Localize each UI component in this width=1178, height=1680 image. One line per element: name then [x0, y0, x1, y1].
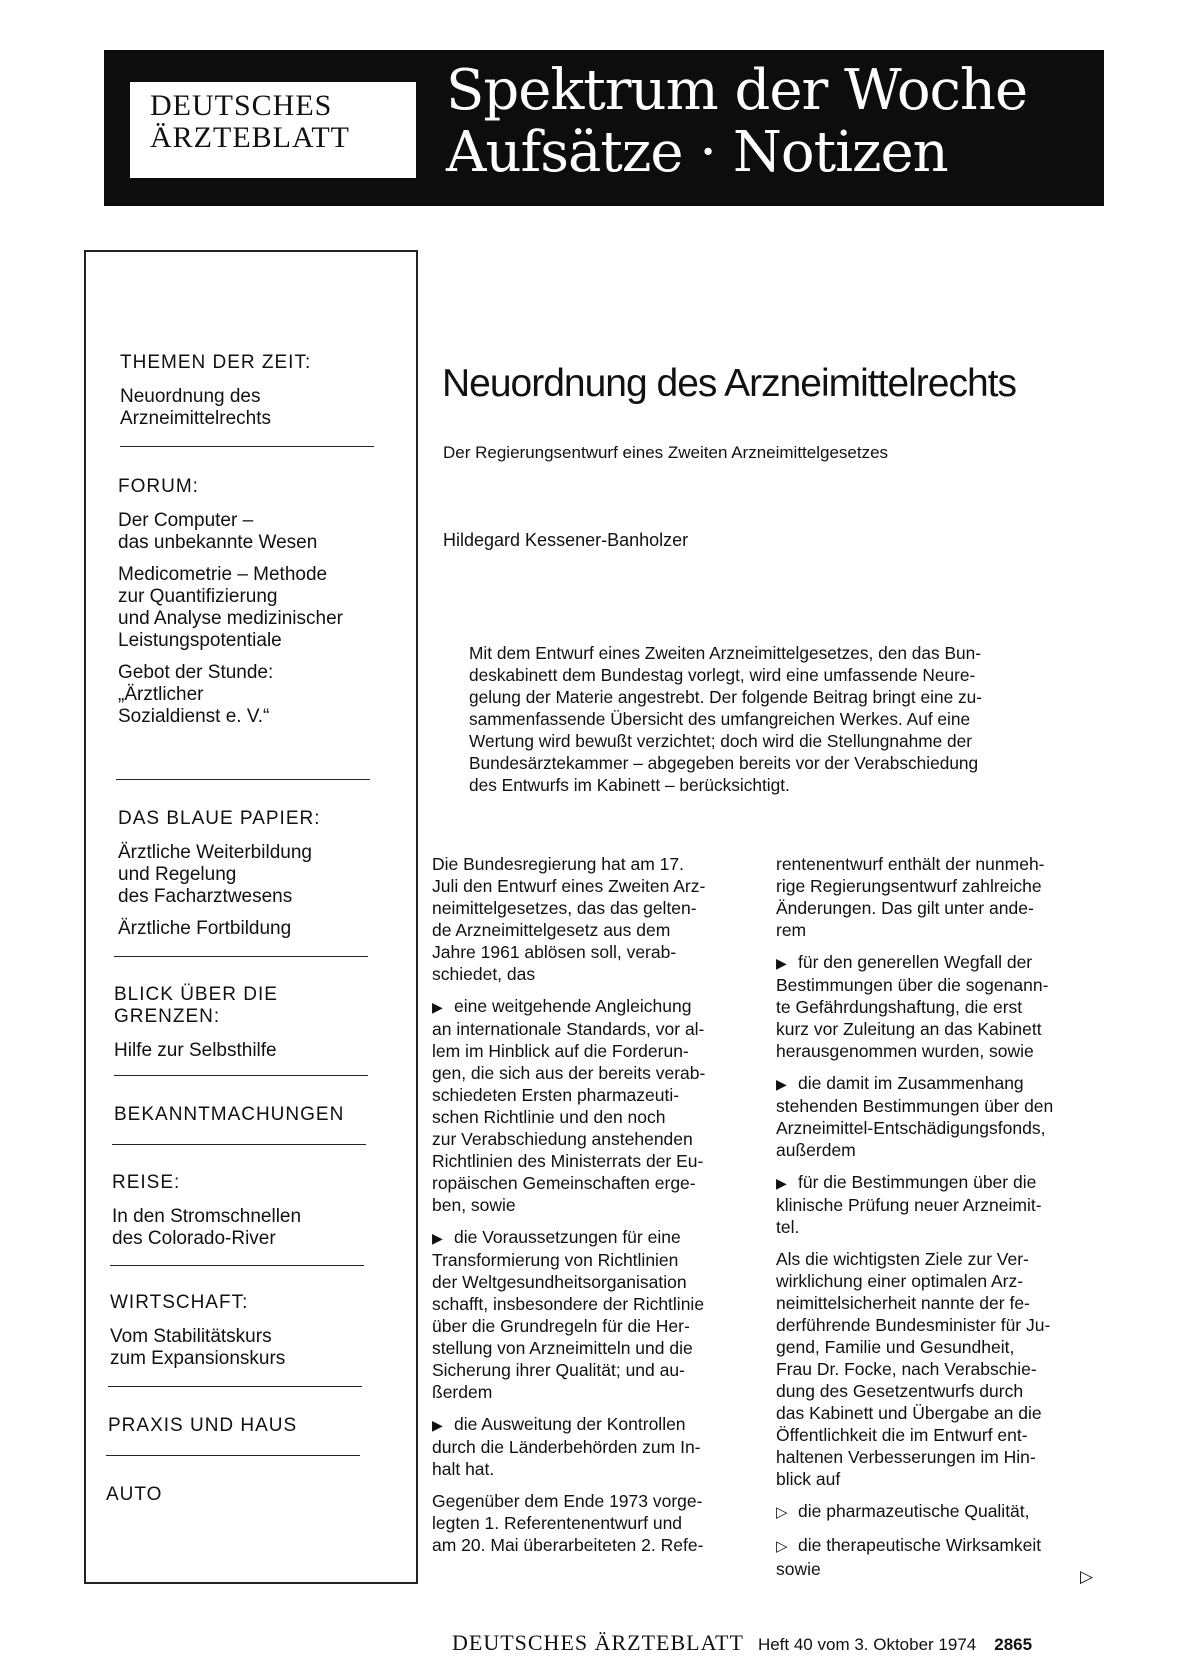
triangle-bullet-icon: ▶: [432, 999, 443, 1015]
text-line: lem im Hinblick auf die Forderun-: [432, 1041, 689, 1061]
triangle-bullet-icon: ▶: [776, 1175, 787, 1191]
paragraph: [432, 1413, 752, 1480]
text-line: ▶ eine weitgehende Angleichung: [432, 996, 692, 1016]
logo-line-2: ÄRZTEBLATT: [150, 121, 350, 154]
text-line: rem: [776, 920, 807, 940]
text-line: Frau Dr. Focke, nach Verabschie-: [776, 1359, 1037, 1379]
divider: [110, 1265, 364, 1266]
text-line: schiedeten Ersten pharmazeuti-: [432, 1085, 680, 1105]
text-line: schen Richtlinie und den noch: [432, 1107, 666, 1127]
text-line: haltenen Verbesserungen im Hin-: [776, 1447, 1036, 1467]
text-line: te Gefährdungshaftung, die erst: [776, 997, 1023, 1017]
text-line: Jahre 1961 ablösen soll, verab-: [432, 942, 677, 962]
paragraph: [776, 1534, 1096, 1580]
paragraph: [776, 1072, 1096, 1161]
text-line: Sicherung ihrer Qualität; und au-: [432, 1360, 685, 1380]
section-heading: BEKANNTMACHUNGEN: [114, 1104, 345, 1125]
sidebar-link[interactable]: Der Computer – das unbekannte Wesen: [118, 510, 318, 553]
divider: [120, 446, 374, 447]
text-line: neimittelgesetzes, das das gelten-: [432, 898, 697, 918]
section-heading: PRAXIS UND HAUS: [108, 1415, 298, 1436]
text-line: Transformierung von Richtlinien: [432, 1250, 679, 1270]
article-author: Hildegard Kessener-Banholzer: [443, 530, 689, 550]
sidebar-link[interactable]: In den Stromschnellen des Colorado-River: [112, 1206, 302, 1249]
text-line: blick auf: [776, 1469, 841, 1489]
text-line: über die Grundregeln für die Her-: [432, 1316, 690, 1336]
text-line: schiedet, das: [432, 964, 536, 984]
text-line: das Kabinett und Übergabe an die: [776, 1403, 1042, 1423]
section-heading: REISE:: [112, 1172, 181, 1193]
section-auto[interactable]: [106, 1484, 436, 1506]
paragraph: [776, 1500, 1096, 1524]
text-line: ▷ die pharmazeutische Qualität,: [776, 1500, 1096, 1524]
text-line: an internationale Standards, vor al-: [432, 1019, 705, 1039]
section-reise: [112, 1172, 442, 1250]
text-line: gen, die sich aus der bereits verab-: [432, 1063, 706, 1083]
text-line: sowie: [776, 1559, 821, 1579]
text-line: tel.: [776, 1217, 800, 1237]
page-footer: [452, 1630, 1032, 1656]
journal-logo: [130, 82, 416, 178]
text-line: Änderungen. Das gilt unter ande-: [776, 898, 1034, 918]
text-line: Juli den Entwurf eines Zweiten Arz-: [432, 876, 706, 896]
open-triangle-bullet-icon: ▷: [776, 1504, 788, 1521]
section-themen: [120, 352, 450, 430]
text-line: Arzneimittel-Entschädigungsfonds,: [776, 1118, 1046, 1138]
text-line: halt hat.: [432, 1459, 495, 1479]
text-line: außerdem: [776, 1140, 856, 1160]
text-line: zur Verabschiedung anstehenden: [432, 1129, 693, 1149]
triangle-bullet-icon: ▶: [432, 1417, 443, 1433]
section-heading: FORUM:: [118, 476, 199, 497]
section-heading: AUTO: [106, 1484, 163, 1505]
sidebar-link[interactable]: Ärztliche Fortbildung: [118, 918, 292, 939]
divider: [112, 1144, 366, 1145]
article-title: Neuordnung des Arzneimittelrechts: [442, 362, 1016, 405]
paragraph: [432, 995, 752, 1216]
text-line: klinische Prüfung neuer Arzneimit-: [776, 1195, 1042, 1215]
section-title-line-2: Aufsätze · Notizen: [446, 120, 948, 185]
section-heading: DAS BLAUE PAPIER:: [118, 808, 321, 829]
text-line: stehenden Bestimmungen über den: [776, 1096, 1054, 1116]
text-line: derführende Bundesminister für Ju-: [776, 1315, 1051, 1335]
paragraph: [776, 951, 1096, 1062]
text-line: ▶ die Voraussetzungen für eine: [432, 1227, 681, 1247]
divider: [106, 1455, 360, 1456]
text-line: dung des Gesetzentwurfs durch: [776, 1381, 1024, 1401]
section-praxis[interactable]: [108, 1415, 438, 1437]
divider: [108, 1386, 362, 1387]
section-forum: [118, 476, 448, 728]
text-line: gend, Familie und Gesundheit,: [776, 1337, 1015, 1357]
footer-journal: DEUTSCHES ÄRZTEBLATT: [452, 1630, 744, 1655]
section-heading: WIRTSCHAFT:: [110, 1292, 249, 1313]
paragraph: [776, 1248, 1096, 1490]
text-line: der Weltgesundheitsorganisation: [432, 1272, 687, 1292]
section-heading: THEMEN DER ZEIT:: [120, 352, 312, 373]
text-line: herausgenommen wurden, sowie: [776, 1041, 1034, 1061]
sidebar-link[interactable]: Gebot der Stunde: „Ärztlicher Sozialdienst e. V.“: [118, 662, 274, 727]
text-line: stellung von Arzneimitteln und die: [432, 1338, 693, 1358]
text-line: ben, sowie: [432, 1195, 516, 1215]
article-subtitle: Der Regierungsentwurf eines Zweiten Arzneimittelgesetzes: [443, 443, 889, 462]
contents-sidebar: [84, 250, 418, 1584]
text-line: ßerdem: [432, 1382, 493, 1402]
divider: [114, 956, 368, 957]
text-line: Bestimmungen über die sogenann-: [776, 975, 1049, 995]
divider: [116, 779, 370, 780]
article-column-1: [432, 853, 752, 1566]
paragraph: [776, 853, 1096, 941]
open-triangle-bullet-icon: ▷: [776, 1538, 788, 1555]
footer-issue: Heft 40 vom 3. Oktober 1974: [757, 1635, 977, 1654]
section-title-line-1: Spektrum der Woche: [446, 58, 1028, 123]
text-line: neimittelsicherheit nannte der fe-: [776, 1293, 1030, 1313]
text-line: Die Bundesregierung hat am 17.: [432, 854, 684, 874]
paragraph: [432, 1226, 752, 1403]
logo-line-1: DEUTSCHES: [150, 89, 333, 122]
divider: [114, 1075, 368, 1076]
text-line: Richtlinien des Ministerrats der Eu-: [432, 1151, 704, 1171]
page-number: 2865: [994, 1635, 1033, 1654]
section-wirtschaft: [110, 1292, 440, 1370]
text-line: ▷ die therapeutische Wirksamkeit: [776, 1534, 1096, 1558]
sidebar-link[interactable]: Vom Stabilitätskurs zum Expansionskurs: [110, 1326, 286, 1369]
text-line: am 20. Mai überarbeiteten 2. Refe-: [432, 1535, 704, 1555]
text-line: ▶ für den generellen Wegfall der: [776, 952, 1033, 972]
sidebar-link[interactable]: Hilfe zur Selbsthilfe: [114, 1040, 277, 1061]
text-line: kurz vor Zuleitung an das Kabinett: [776, 1019, 1042, 1039]
text-line: ▶ die Ausweitung der Kontrollen: [432, 1414, 686, 1434]
section-blaue-papier: [118, 808, 448, 940]
section-blick: [114, 984, 444, 1062]
text-line: Gegenüber dem Ende 1973 vorge-: [432, 1491, 703, 1511]
article-abstract: Mit dem Entwurf eines Zweiten Arzneimittelgesetzes, den das Bun- deskabinett dem Bundestag vorlegt, wird eine umfassende Neure- gelung der Materie angestrebt. Der folgende Beitrag bringt eine zu- sammenfassende Übersicht des umfangreichen Werkes. Auf eine Wertung wird bewußt verzichtet; doch wird die Stellungnahme der Bundesärztekammer – abgegeben bereits vor der Verabschiedung des Entwurfs im Kabinett – berücksichtigt.: [469, 643, 982, 795]
section-title: [446, 60, 1096, 184]
text-line: rentenentwurf enthält der nunmeh-: [776, 854, 1045, 874]
paragraph: [432, 1490, 752, 1556]
text-line: Öffentlichkeit die im Entwurf ent-: [776, 1425, 1028, 1445]
paragraph: [432, 853, 752, 985]
paragraph: [776, 1171, 1096, 1238]
text-line: ▶ die damit im Zusammenhang: [776, 1073, 1024, 1093]
text-line: Als die wichtigsten Ziele zur Ver-: [776, 1249, 1029, 1269]
sidebar-link[interactable]: Ärztliche Weiterbildung und Regelung des Facharztwesens: [118, 842, 312, 907]
text-line: rige Regierungsentwurf zahlreiche: [776, 876, 1042, 896]
text-line: legten 1. Referentenentwurf und: [432, 1513, 683, 1533]
sidebar-link[interactable]: Medicometrie – Methode zur Quantifizierung und Analyse medizinischer Leistungspotentiale: [118, 564, 343, 651]
text-line: de Arzneimittelgesetz aus dem: [432, 920, 671, 940]
section-heading-cont: GRENZEN:: [114, 1006, 221, 1027]
text-line: durch die Länderbehörden zum In-: [432, 1437, 701, 1457]
text-line: wirklichung einer optimalen Arz-: [776, 1271, 1024, 1291]
triangle-bullet-icon: ▶: [776, 1076, 787, 1092]
triangle-bullet-icon: ▶: [432, 1230, 443, 1246]
section-bekanntmachungen[interactable]: [114, 1104, 444, 1126]
text-line: ropäischen Gemeinschaften erge-: [432, 1173, 696, 1193]
header-banner: [104, 50, 1104, 206]
text-line: schafft, insbesondere der Richtlinie: [432, 1294, 705, 1314]
text-line: ▶ für die Bestimmungen über die: [776, 1172, 1037, 1192]
sidebar-link[interactable]: Neuordnung des Arzneimittelrechts: [120, 386, 271, 429]
section-heading: BLICK ÜBER DIE: [114, 984, 278, 1005]
article-column-2: [776, 853, 1096, 1590]
triangle-bullet-icon: ▶: [776, 955, 787, 971]
continued-arrow-icon: ▷: [1080, 1567, 1094, 1586]
